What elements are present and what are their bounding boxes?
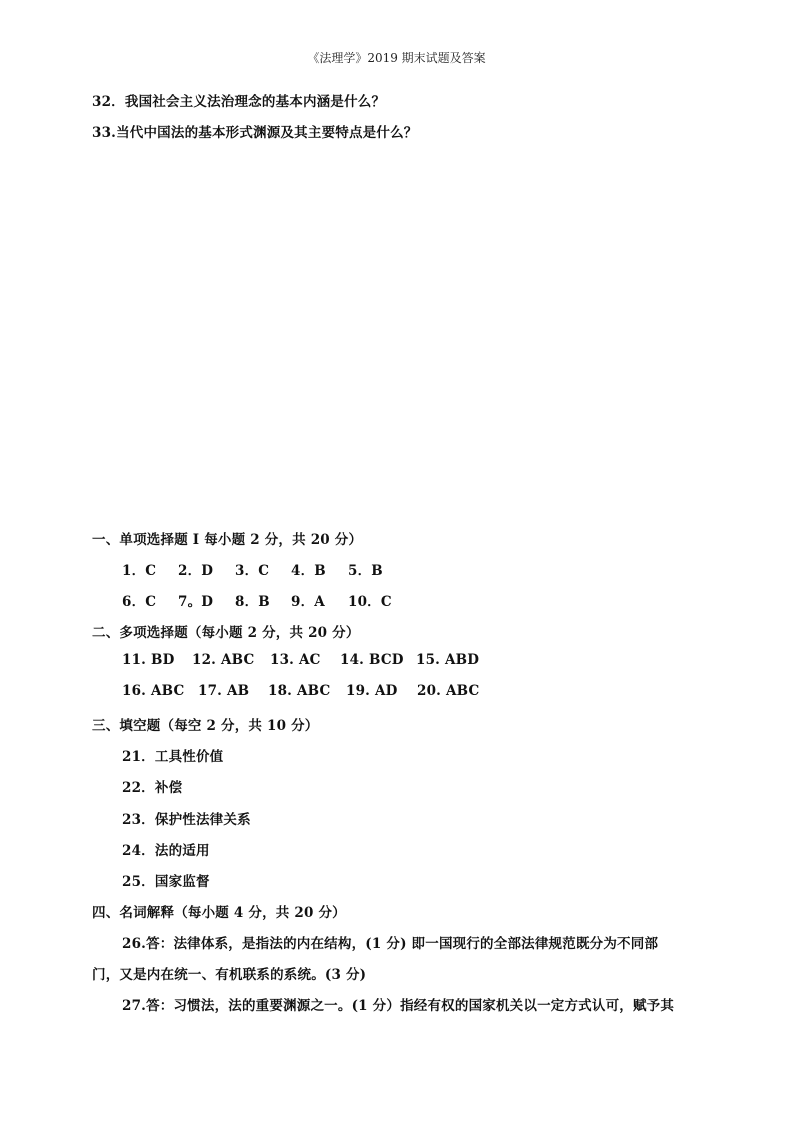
fill-answer-22: 22．补偿 (122, 780, 183, 796)
section-fill-blank-heading: 三、填空题（每空 2 分，共 10 分） (92, 718, 319, 734)
fill-answer-24: 24．法的适用 (122, 843, 210, 859)
question-32: 32．我国社会主义法治理念的基本内涵是什么？ (92, 94, 386, 110)
section-multi-choice-heading: 二、多项选择题（每小题 2 分，共 20 分） (92, 625, 360, 641)
section-single-choice-heading: 一、单项选择题 I 每小题 2 分，共 20 分） (92, 532, 363, 548)
answer: 4．B (291, 563, 326, 579)
answer: 9．A (291, 594, 325, 610)
answer: 12. ABC (192, 652, 255, 668)
fill-answer-23: 23．保护性法律关系 (122, 812, 251, 828)
answer: 6．C (122, 594, 157, 610)
answer: 1．C (122, 563, 157, 579)
answer-26-line-1: 26.答：法律体系，是指法的内在结构，(1 分) 即一国现行的全部法律规范既分为不同部 (122, 936, 659, 952)
multi-choice-answers-row-1 (122, 652, 479, 668)
answer-26-line-2: 门，又是内在统一、有机联系的系统。(3 分) (92, 967, 367, 983)
answer: 8．B (235, 594, 270, 610)
answer: 13. AC (270, 652, 321, 668)
answer: 16. ABC (122, 683, 185, 699)
answer: 14. BCD (340, 652, 404, 668)
page-header: 《法理学》2019 期末试题及答案 (307, 51, 486, 65)
answer: 18. ABC (268, 683, 331, 699)
fill-answer-25: 25．国家监督 (122, 874, 210, 890)
answer: 19. AD (346, 683, 398, 699)
multi-choice-answers-row-2 (122, 683, 479, 699)
answer: 3．C (235, 563, 270, 579)
answer: 15. ABD (416, 652, 480, 668)
answer: 10．C (348, 594, 392, 610)
answer: 20. ABC (417, 683, 480, 699)
answer: 11. BD (122, 652, 175, 668)
answer: 2．D (178, 563, 214, 579)
answer: 7。D (178, 594, 214, 610)
single-choice-answers-row-1 (122, 559, 383, 579)
fill-answer-21: 21．工具性价值 (122, 749, 224, 765)
section-term-explanation-heading: 四、名词解释（每小题 4 分，共 20 分） (92, 905, 346, 921)
question-33: 33.当代中国法的基本形式渊源及其主要特点是什么？ (92, 125, 418, 141)
single-choice-answers-row-2 (122, 590, 392, 610)
answer-27-line-1: 27.答：习惯法，法的重要渊源之一。(1 分）指经有权的国家机关以一定方式认可，赋予其 (122, 998, 675, 1014)
answer: 17. AB (198, 683, 250, 699)
answer: 5．B (348, 563, 383, 579)
